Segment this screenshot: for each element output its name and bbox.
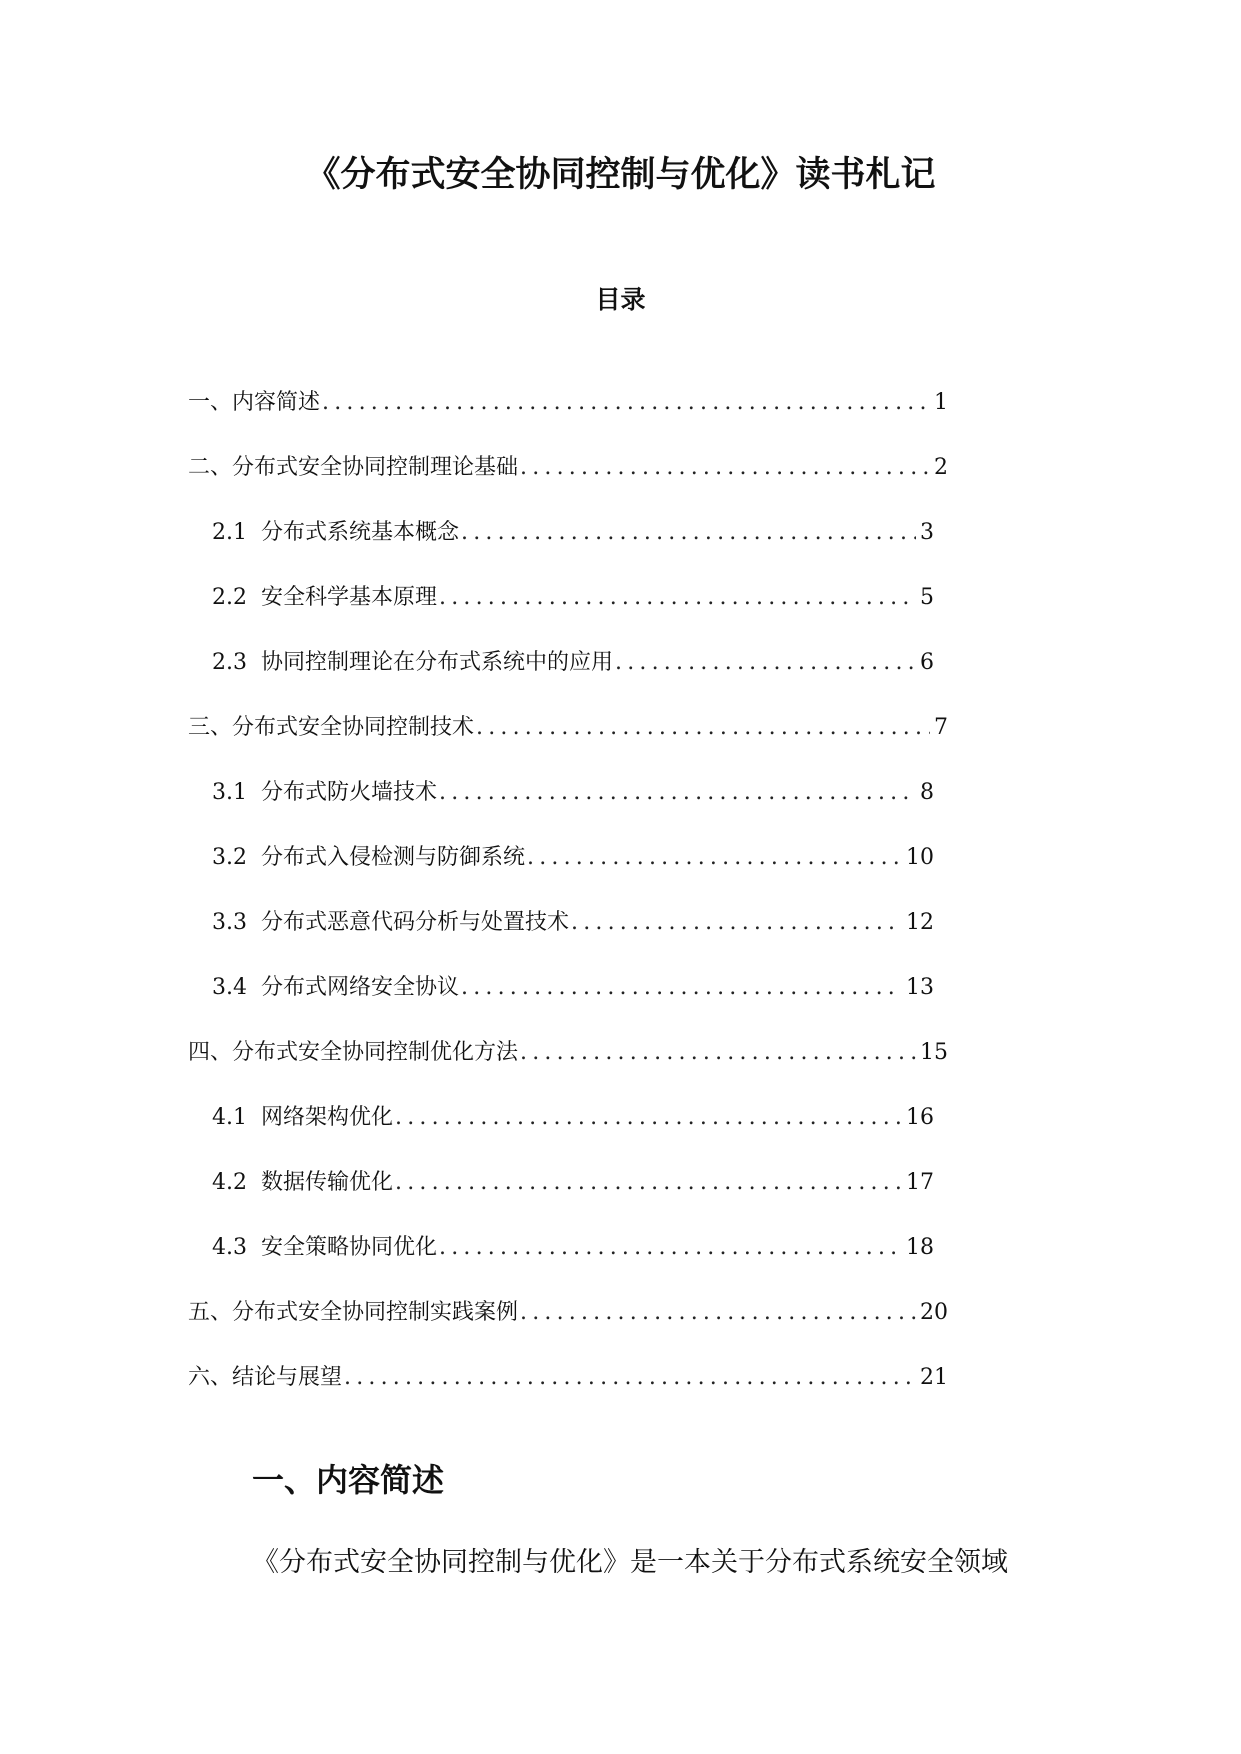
- toc-entry-label: 六、结论与展望: [188, 1365, 343, 1390]
- toc-page-number: 7: [934, 715, 948, 740]
- toc-entry-2-1[interactable]: [188, 513, 948, 578]
- toc-page-number: 16: [906, 1105, 934, 1130]
- toc-entry-label: 分布式防火墙技术: [261, 780, 438, 805]
- toc-page-number: 3: [920, 520, 934, 545]
- table-of-contents: [188, 383, 948, 1423]
- toc-page-number: 2: [934, 455, 948, 480]
- toc-entry-number: 3.4: [212, 975, 247, 1000]
- toc-entry-number: 4.3: [212, 1235, 247, 1260]
- toc-entry-label: 二、分布式安全协同控制理论基础: [188, 455, 519, 480]
- toc-entry-label: 数据传输优化: [261, 1170, 394, 1195]
- toc-entry-4-2[interactable]: [188, 1163, 948, 1228]
- toc-entry-number: 2.1: [212, 520, 247, 545]
- toc-dot-leader: [520, 1293, 916, 1333]
- toc-entry-label: 五、分布式安全协同控制实践案例: [188, 1300, 519, 1325]
- document-title: 《分布式安全协同控制与优化》读书札记: [305, 155, 936, 195]
- toc-page-number: 12: [906, 910, 934, 935]
- toc-entry-number: 3.1: [212, 780, 247, 805]
- toc-dot-leader: [476, 708, 930, 748]
- toc-entry-label: 分布式入侵检测与防御系统: [261, 845, 526, 870]
- toc-page-number: 20: [920, 1300, 948, 1325]
- toc-dot-leader: [344, 1358, 916, 1398]
- toc-dot-leader: [615, 643, 916, 683]
- toc-page-number: 8: [920, 780, 934, 805]
- toc-entry-technology[interactable]: [188, 708, 948, 773]
- toc-entry-number: 3.3: [212, 910, 247, 935]
- toc-entry-label: 三、分布式安全协同控制技术: [188, 715, 475, 740]
- toc-dot-leader: [395, 1163, 902, 1203]
- toc-entry-number: 2.3: [212, 650, 247, 675]
- toc-dot-leader: [439, 578, 916, 618]
- toc-entry-2-3[interactable]: [188, 643, 948, 708]
- toc-entry-label: 安全科学基本原理: [261, 585, 438, 610]
- toc-page-number: 15: [920, 1040, 948, 1065]
- toc-dot-leader: [461, 513, 916, 553]
- toc-dot-leader: [520, 448, 930, 488]
- toc-heading: 目录: [595, 285, 646, 314]
- toc-dot-leader: [439, 773, 916, 813]
- toc-entry-cases[interactable]: [188, 1293, 948, 1358]
- toc-entry-label: 分布式恶意代码分析与处置技术: [261, 910, 570, 935]
- toc-entry-number: 4.1: [212, 1105, 247, 1130]
- toc-entry-label: 安全策略协同优化: [261, 1235, 438, 1260]
- toc-entry-label: 网络架构优化: [261, 1105, 394, 1130]
- toc-entry-label: 协同控制理论在分布式系统中的应用: [261, 650, 614, 675]
- toc-dot-leader: [520, 1033, 916, 1073]
- toc-entry-number: 4.2: [212, 1170, 247, 1195]
- toc-entry-overview[interactable]: [188, 383, 948, 448]
- toc-entry-3-1[interactable]: [188, 773, 948, 838]
- toc-entry-number: 3.2: [212, 845, 247, 870]
- toc-dot-leader: [461, 968, 902, 1008]
- toc-entry-label: 四、分布式安全协同控制优化方法: [188, 1040, 519, 1065]
- toc-entry-4-1[interactable]: [188, 1098, 948, 1163]
- toc-dot-leader: [439, 1228, 902, 1268]
- toc-dot-leader: [322, 383, 930, 423]
- toc-entry-label: 分布式网络安全协议: [261, 975, 460, 1000]
- toc-entry-3-4[interactable]: [188, 968, 948, 1033]
- toc-page-number: 17: [906, 1170, 934, 1195]
- body-paragraph: 《分布式安全协同控制与优化》是一本关于分布式系统安全领域: [252, 1547, 1008, 1578]
- toc-page-number: 21: [920, 1365, 948, 1390]
- toc-entry-label: 一、内容简述: [188, 390, 321, 415]
- toc-entry-label: 分布式系统基本概念: [261, 520, 460, 545]
- toc-page-number: 13: [906, 975, 934, 1000]
- toc-page-number: 5: [920, 585, 934, 610]
- toc-entry-2-2[interactable]: [188, 578, 948, 643]
- toc-entry-conclusion[interactable]: [188, 1358, 948, 1423]
- toc-page-number: 6: [920, 650, 934, 675]
- toc-dot-leader: [395, 1098, 902, 1138]
- section-heading: 一、内容简述: [252, 1461, 445, 1499]
- toc-entry-number: 2.2: [212, 585, 247, 610]
- toc-entry-4-3[interactable]: [188, 1228, 948, 1293]
- toc-page-number: 1: [934, 390, 948, 415]
- toc-page-number: 10: [906, 845, 934, 870]
- toc-dot-leader: [571, 903, 902, 943]
- toc-page-number: 18: [906, 1235, 934, 1260]
- toc-entry-optimization[interactable]: [188, 1033, 948, 1098]
- toc-entry-3-3[interactable]: [188, 903, 948, 968]
- toc-entry-theory[interactable]: [188, 448, 948, 513]
- toc-dot-leader: [527, 838, 902, 878]
- toc-entry-3-2[interactable]: [188, 838, 948, 903]
